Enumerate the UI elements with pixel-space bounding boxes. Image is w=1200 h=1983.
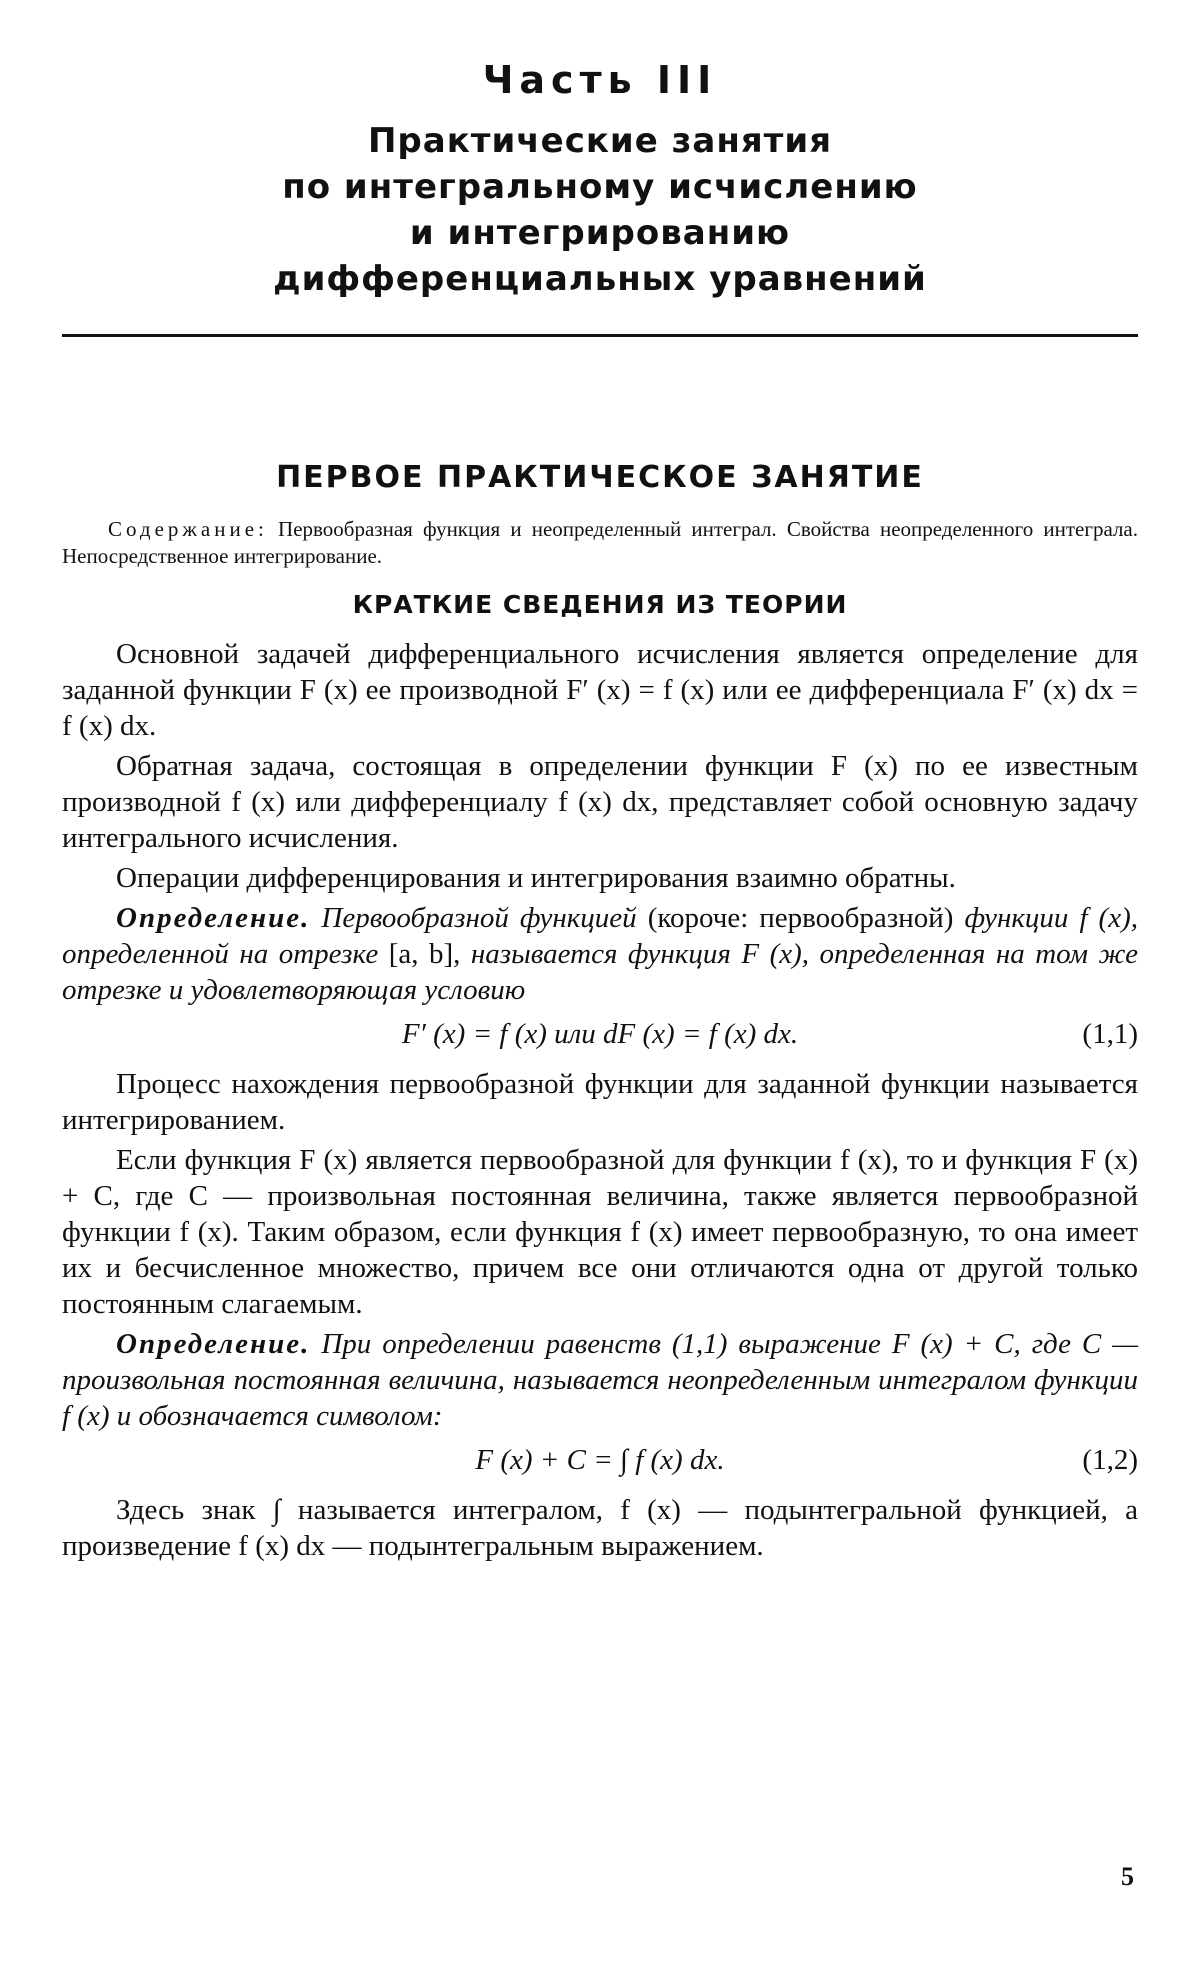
- formula-1-1: [62, 1012, 1138, 1058]
- section-title: КРАТКИЕ СВЕДЕНИЯ ИЗ ТЕОРИИ: [352, 590, 848, 619]
- book-title-line: по интегральному исчислению: [282, 167, 918, 207]
- definition-term: Определение.: [116, 902, 311, 934]
- formula-number: (1,1): [1082, 1018, 1138, 1050]
- body-text: [62, 636, 1138, 1568]
- part-title: Часть III: [482, 58, 718, 102]
- formula-number: (1,2): [1082, 1444, 1138, 1476]
- formula-expression: F′ (x) = f (x) или dF (x) = f (x) dx.: [401, 1018, 799, 1050]
- paragraph: Процесс нахождения первообразной функции для заданной функции называется интегрированием.: [62, 1068, 1138, 1136]
- paragraph: Основной задачей дифференциального исчисления является определение для заданной функции F (x) ее производной F′ (x) = f (x) или ее дифференциала F′ (x) dx = f (x) dx.: [62, 638, 1138, 742]
- book-title-line: дифференциальных уравнений: [273, 259, 927, 299]
- definition-text: (короче: первообразной): [647, 902, 954, 934]
- title-divider: [62, 334, 1138, 337]
- definition-term: Определение.: [116, 1328, 311, 1360]
- paragraph: Здесь знак ∫ называется интегралом, f (x) — подынтегральной функцией, а произведение f (x) dx — подынтегральным выражением.: [62, 1494, 1138, 1562]
- contents-text: Первообразная функция и неопределенный интеграл. Свойства неопределенного интеграла. Непосредственное интегрирование.: [62, 517, 1138, 568]
- definition-text: функции f (x), определенной на отрезке: [62, 902, 1138, 970]
- definition-text: Первообразной функцией: [321, 902, 637, 934]
- lesson-title: ПЕРВОЕ ПРАКТИЧЕСКОЕ ЗАНЯТИЕ: [276, 460, 924, 495]
- page-number: 5: [1121, 1862, 1134, 1891]
- definition-text: называется функция F (x), определенная на том же отрезке и удовлетворяющая условию: [62, 938, 1139, 1006]
- book-title-line: Практические занятия: [367, 121, 833, 161]
- definition-text: При определении равенств (1,1) выражение F (x) + C, где C — произвольная постоянная величина, называется неопределенным интегралом функции f (x) и обозначается символом:: [62, 1328, 1138, 1432]
- formula-1-2: [62, 1438, 1138, 1484]
- book-title: [62, 118, 1138, 302]
- book-title-line: и интегрированию: [409, 213, 791, 253]
- definition-text: [a, b],: [388, 938, 461, 970]
- contents-label: Содержание:: [108, 517, 268, 541]
- definition-antiderivative: [62, 900, 1138, 1008]
- paragraph: Операции дифференцирования и интегрирования взаимно обратны.: [116, 862, 956, 894]
- lesson-contents: [62, 516, 1138, 570]
- definition-indefinite-integral: [62, 1326, 1138, 1434]
- paragraph: Обратная задача, состоящая в определении функции F (x) по ее известным производной f (x) или дифференциалу f (x) dx, представляет собой основную задачу интегрального исчисления.: [62, 750, 1138, 854]
- formula-expression: F (x) + C = ∫ f (x) dx.: [475, 1444, 725, 1476]
- paragraph: Если функция F (x) является первообразной для функции f (x), то и функция F (x) + C, где C — произвольная постоянная величина, также является первообразной функции f (x). Таким образом, если функция f (x) имеет первообразную, то она имеет их и бесчисленное множество, причем все они отличаются одна от другой только постоянным слагаемым.: [62, 1144, 1138, 1320]
